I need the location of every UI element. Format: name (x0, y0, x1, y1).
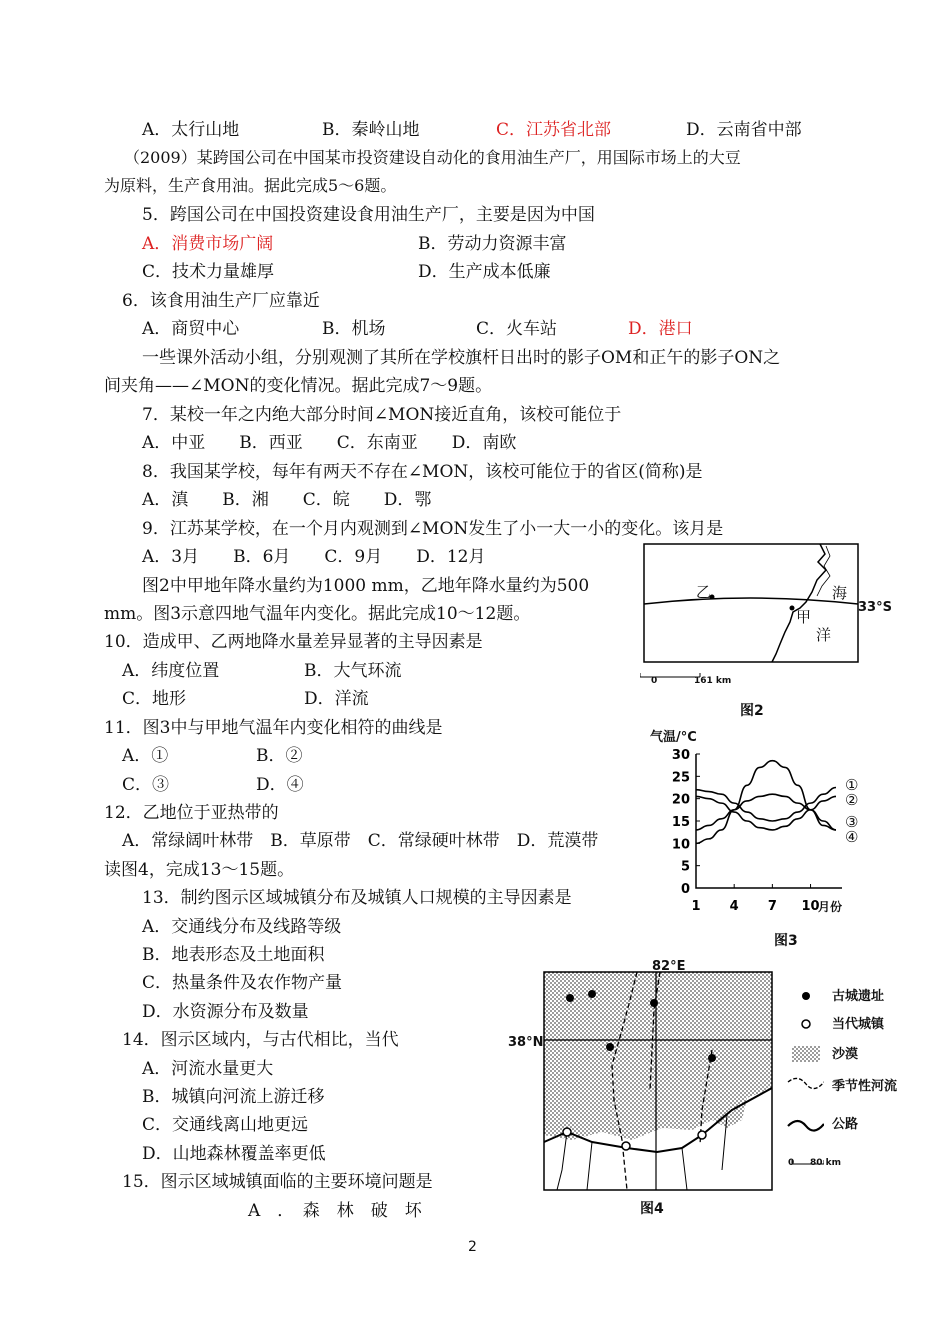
q4-option-b: B．秦岭山地 (322, 120, 420, 140)
intro-7-9-line1: 一些课外活动小组，分别观测了其所在学校旗杆日出时的影子OM和正午的影子ON之 (142, 348, 781, 368)
fig3-lines (696, 761, 836, 844)
fig4-modern-town (622, 1142, 630, 1150)
q12-stem: 12．乙地位于亚热带的 (104, 803, 279, 823)
q10-option-b: B．大气环流 (304, 661, 402, 681)
fig4-desert-area (544, 972, 772, 1140)
q10-option-c: C．地形 (122, 689, 187, 709)
q6-stem: 6．该食用油生产厂应靠近 (122, 291, 320, 311)
q13-option-a: A．交通线分布及线路等级 (142, 917, 342, 937)
fig2-latitude-line (644, 598, 858, 604)
fig2-point-jia (790, 606, 795, 611)
q13-option-d: D．水资源分布及数量 (142, 1002, 309, 1022)
legend-desert-icon (792, 1046, 820, 1062)
q5-option-a: A．消费市场广阔 (142, 234, 274, 254)
legend-highway-label: 公路 (832, 1117, 859, 1132)
q5-stem: 5．跨国公司在中国投资建设食用油生产厂，主要是因为中国 (142, 205, 595, 225)
q11-option-d: D．④ (256, 775, 304, 795)
fig3-ytick-label: 30 (671, 748, 690, 763)
q4-option-a: A．太行山地 (142, 120, 240, 140)
fig3-xtick-label: 4 (729, 899, 739, 914)
fig2-label-yang: 洋 (816, 626, 832, 644)
figure-3-chart (640, 728, 880, 928)
intro-5-6-line1: （2009）某跨国公司在中国某市投资建设自动化的食用油生产厂，用国际市场上的大豆 (124, 148, 741, 167)
q5-option-b: B．劳动力资源丰富 (418, 234, 567, 254)
fig3-ytick-label: 0 (680, 882, 690, 897)
q11-option-c: C．③ (122, 775, 170, 795)
fig2-coastline-inner (817, 546, 830, 596)
fig3-curve-label-4: ④ (845, 828, 859, 846)
fig3-caption: 图3 (774, 933, 798, 949)
fig4-longitude-label: 82°E (652, 959, 686, 974)
q14-option-c: C．交通线离山地更远 (142, 1115, 309, 1135)
q11-stem: 11．图3中与甲地气温年内变化相符的曲线是 (104, 718, 443, 738)
intro-5-6-line2: 为原料，生产食用油。据此完成5～6题。 (104, 176, 397, 195)
q5-option-c: C．技术力量雄厚 (142, 262, 275, 282)
fig2-scale-label: 161 km (694, 676, 732, 686)
q13-option-c: C．热量条件及农作物产量 (142, 973, 343, 993)
fig3-xtick-label: 10 (801, 899, 820, 914)
q10-stem: 10．造成甲、乙两地降水量差异显著的主导因素是 (104, 632, 483, 652)
fig4-modern-town (698, 1131, 706, 1139)
legend-ancient-site-label: 古城遗址 (832, 989, 885, 1004)
q14-option-b: B．城镇向河流上游迁移 (142, 1087, 325, 1107)
intro-10-12-line2: mm。图3示意四地气温年内变化。据此完成10～12题。 (104, 604, 531, 624)
fig4-legend-symbols (784, 984, 824, 1174)
fig2-scale-bar (640, 673, 700, 677)
fig4-caption: 图4 (640, 1201, 664, 1217)
fig3-ylabel: 气温/°C (650, 730, 697, 745)
intro-7-9-line2: 间夹角——∠MON的变化情况。据此完成7～9题。 (104, 376, 493, 396)
fig3-xlabel: 月份 (818, 900, 843, 914)
fig4-modern-town (563, 1128, 571, 1136)
q10-option-a: A．纬度位置 (122, 661, 220, 681)
fig3-curve-label-2: ② (845, 791, 859, 809)
fig3-ytick-label: 5 (680, 859, 690, 875)
fig3-series-line-1 (696, 788, 836, 822)
fig2-label-yi: 乙 (696, 583, 712, 601)
q8-stem: 8．我国某学校，每年有两天不存在∠MON，该校可能位于的省区(简称)是 (142, 462, 703, 482)
q10-option-d: D．洋流 (304, 689, 369, 709)
intro-10-12-line1: 图2中甲地年降水量约为1000 mm，乙地年降水量约为500 (142, 576, 590, 596)
fig3-curve-label-1: ① (845, 776, 859, 794)
fig4-ancient-site (708, 1054, 716, 1062)
fig3-curve-label-3: ③ (845, 813, 859, 831)
fig4-latitude-label: 38°N (508, 1035, 544, 1050)
fig2-scale-zero: 0 (651, 676, 658, 686)
q13-stem: 13．制约图示区域城镇分布及城镇人口规模的主导因素是 (142, 888, 572, 908)
fig4-ancient-site (606, 1043, 614, 1051)
legend-seasonal-river-label: 季节性河流 (832, 1079, 898, 1094)
fig4-ancient-site (566, 994, 574, 1002)
q15-stem: 15．图示区域城镇面临的主要环境问题是 (122, 1172, 433, 1192)
fig2-latitude-label: 33°S (858, 600, 892, 615)
q9-options: A．3月 B．6月 C．9月 D．12月 (142, 547, 486, 567)
legend-ancient-site-icon (802, 992, 810, 1000)
fig3-ytick-label: 10 (671, 837, 690, 853)
q12-options: A．常绿阔叶林带 B．草原带 C．常绿硬叶林带 D．荒漠带 (122, 831, 599, 851)
q11-option-a: A．① (122, 746, 169, 766)
legend-highway-icon (788, 1121, 824, 1131)
q14-option-a: A．河流水量更大 (142, 1059, 274, 1079)
fig4-ancient-site (650, 999, 658, 1007)
q6-option-a: A．商贸中心 (142, 319, 240, 339)
fig3-ytick-label: 20 (671, 792, 690, 808)
q9-stem: 9．江苏某学校，在一个月内观测到∠MON发生了小一大一小的变化。该月是 (142, 519, 724, 539)
q6-option-d: D．港口 (628, 319, 693, 339)
page-number: 2 (468, 1239, 477, 1255)
fig4-scale-zero: 0 (788, 1158, 795, 1168)
fig4-ancient-site (588, 990, 596, 998)
fig3-ytick-label: 15 (671, 815, 690, 830)
fig3-xtick-label: 1 (691, 899, 701, 914)
fig3-ytick-label: 25 (671, 770, 690, 786)
intro-13-15: 读图4，完成13～15题。 (104, 860, 295, 880)
q7-stem: 7．某校一年之内绝大部分时间∠MON接近直角，该校可能位于 (142, 405, 622, 425)
legend-seasonal-river-icon (788, 1078, 824, 1088)
legend-modern-town-label: 当代城镇 (832, 1017, 885, 1032)
q4-option-d: D．云南省中部 (686, 120, 802, 140)
fig2-label-jia: 甲 (796, 608, 812, 626)
q5-option-d: D．生产成本低廉 (418, 262, 551, 282)
fig3-ticks (672, 748, 820, 914)
q8-options: A．滇 B．湘 C．皖 D．鄂 (142, 490, 432, 510)
q14-stem: 14．图示区域内，与古代相比，当代 (122, 1030, 399, 1050)
q6-option-c: C．火车站 (476, 319, 558, 339)
figure-2-map (640, 540, 890, 740)
q15-option-a: A ． 森 林 破 坏 (248, 1201, 422, 1221)
q11-option-b: B．② (256, 746, 303, 766)
q7-options: A．中亚 B．西亚 C．东南亚 D．南欧 (142, 433, 517, 453)
fig4-scale-label: 80 km (810, 1158, 842, 1168)
legend-desert-label: 沙漠 (832, 1047, 859, 1062)
figure-4-map (542, 970, 774, 1192)
q4-option-c: C．江苏省北部 (496, 120, 612, 140)
fig2-caption: 图2 (740, 703, 764, 719)
legend-modern-town-icon (802, 1020, 810, 1028)
q13-option-b: B．地表形态及土地面积 (142, 945, 325, 965)
q6-option-b: B．机场 (322, 319, 386, 339)
q14-option-d: D．山地森林覆盖率更低 (142, 1144, 326, 1164)
fig3-series-line-4 (696, 794, 836, 830)
fig3-xtick-label: 7 (767, 899, 777, 914)
fig2-label-hai: 海 (832, 584, 848, 602)
